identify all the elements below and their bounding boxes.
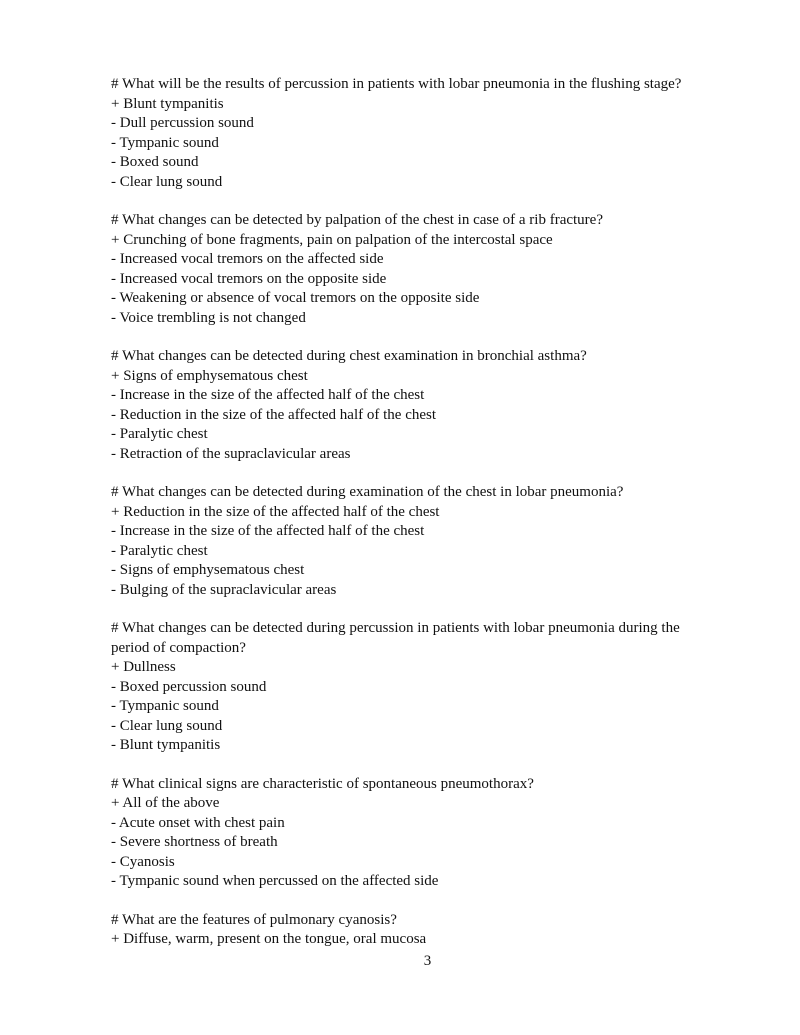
answer-option: - Severe shortness of breath: [111, 834, 278, 850]
answer-option: + Dullness: [111, 659, 176, 675]
answer-option: - Increased vocal tremors on the affected side: [111, 251, 384, 267]
answer-option: - Paralytic chest: [111, 426, 208, 442]
question-text: # What changes can be detected during chest examination in bronchial asthma?: [111, 348, 587, 364]
question-block: [111, 211, 711, 328]
answer-option: - Dull percussion sound: [111, 115, 254, 131]
question-block: [111, 911, 711, 950]
answer-option: - Tympanic sound: [111, 698, 219, 714]
question-block: [111, 483, 711, 600]
answer-option: - Tympanic sound when percussed on the affected side: [111, 873, 439, 889]
answer-option: - Clear lung sound: [111, 717, 223, 734]
answer-option: - Increase in the size of the affected half of the chest: [111, 387, 425, 403]
answer-option: + All of the above: [111, 795, 220, 811]
answer-option: - Boxed sound: [111, 154, 199, 170]
question-block: [111, 775, 711, 892]
answer-option: + Reduction in the size of the affected half of the chest: [111, 503, 440, 520]
question-text: # What changes can be detected during examination of the chest in lobar pneumonia?: [111, 484, 624, 500]
answer-option: + Crunching of bone fragments, pain on palpation of the intercostal space: [111, 231, 553, 248]
page-number: 3: [423, 953, 432, 969]
answer-option: - Acute onset with chest pain: [111, 814, 285, 831]
answer-option: - Weakening or absence of vocal tremors on the opposite side: [111, 290, 480, 306]
answer-option: - Signs of emphysematous chest: [111, 562, 305, 578]
answer-option: - Bulging of the supraclavicular areas: [111, 581, 337, 598]
answer-option: - Blunt tympanitis: [111, 737, 221, 753]
answer-option: - Clear lung sound: [111, 173, 223, 190]
answer-option: + Signs of emphysematous chest: [111, 367, 308, 384]
answer-option: + Diffuse, warm, present on the tongue, oral mucosa: [111, 931, 427, 947]
question-block: [111, 75, 711, 192]
question-text: # What changes can be detected during percussion in patients with lobar pneumonia during the period of compaction?: [111, 620, 680, 656]
question-block: [111, 619, 711, 756]
answer-option: - Cyanosis: [111, 853, 175, 870]
document-page: [111, 75, 711, 969]
answer-option: - Increased vocal tremors on the opposite side: [111, 270, 387, 287]
answer-option: - Increase in the size of the affected half of the chest: [111, 523, 425, 539]
answer-option: - Tympanic sound: [111, 134, 219, 151]
answer-option: - Boxed percussion sound: [111, 678, 267, 695]
answer-option: - Paralytic chest: [111, 542, 208, 559]
answer-option: + Blunt tympanitis: [111, 95, 224, 112]
answer-option: - Retraction of the supraclavicular areas: [111, 445, 351, 462]
question-text: # What will be the results of percussion in patients with lobar pneumonia in the flushing stage?: [111, 76, 682, 92]
question-text: # What clinical signs are characteristic of spontaneous pneumothorax?: [111, 775, 534, 792]
answer-option: - Voice trembling is not changed: [111, 309, 306, 326]
question-text: # What changes can be detected by palpation of the chest in case of a rib fracture?: [111, 212, 603, 228]
question-text: # What are the features of pulmonary cyanosis?: [111, 911, 397, 928]
question-block: [111, 347, 711, 464]
answer-option: - Reduction in the size of the affected half of the chest: [111, 406, 437, 423]
